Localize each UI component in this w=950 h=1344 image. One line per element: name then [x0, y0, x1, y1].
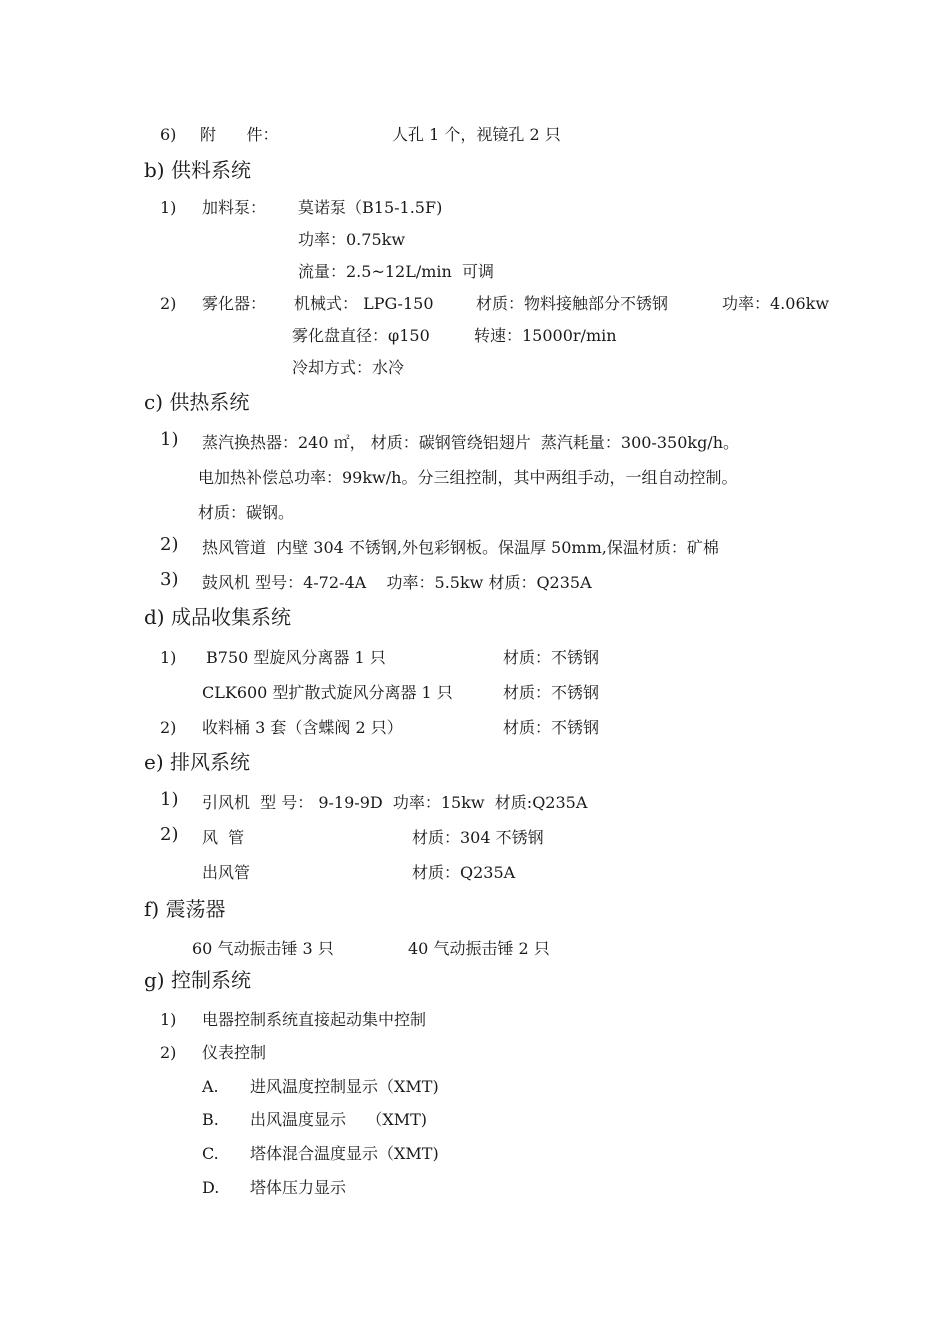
sub-letter: B. [202, 1110, 219, 1129]
electrical-control: 电器控制系统直接起动集中控制 [202, 1010, 427, 1029]
sub-letter: D. [202, 1178, 220, 1197]
item-number: 2) [160, 1043, 177, 1062]
section-heading: f) 震荡器 [144, 897, 226, 921]
bucket-material: 材质：不锈钢 [503, 718, 600, 737]
item-number: 2) [160, 294, 177, 313]
item-number: 1) [160, 1010, 177, 1029]
hammer-40: 40 气动振击锤 2 只 [408, 939, 550, 958]
item-number: 1) [160, 198, 177, 217]
heat-material: 材质：碳钢。 [198, 503, 295, 522]
pump-model: 莫诺泵（B15-1.5F) [298, 198, 443, 217]
sub-letter: C. [202, 1144, 219, 1163]
outlet-pipe-material: 材质：Q235A [412, 863, 516, 882]
cyclone-material: 材质：不锈钢 [503, 648, 600, 667]
sub-letter: A. [202, 1077, 219, 1096]
collection-bucket: 收料桶 3 套（含蝶阀 2 只） [202, 718, 403, 737]
pressure-display: 塔体压力显示 [250, 1178, 347, 1197]
atomizer-material: 材质：物料接触部分不锈钢 [476, 294, 669, 313]
cyclone-separator: B750 型旋风分离器 1 只 [206, 648, 386, 667]
pump-label: 加料泵： [202, 198, 267, 217]
atomizer-type: 机械式： LPG-150 [294, 294, 434, 313]
section-heading: e) 排风系统 [144, 750, 250, 774]
item-number: 1) [160, 648, 177, 667]
atomizer-label: 雾化器： [202, 294, 267, 313]
outlet-temp-display: 出风温度显示 （XMT) [250, 1110, 428, 1129]
atomizer-power: 功率：4.06kw [722, 294, 830, 313]
air-pipe: 风 管 [202, 828, 245, 847]
pump-power: 功率：0.75kw [298, 230, 406, 249]
section-heading: g) 控制系统 [144, 968, 251, 992]
section-heading: c) 供热系统 [144, 390, 250, 414]
air-pipe-material: 材质：304 不锈钢 [412, 828, 544, 847]
hammer-60: 60 气动振击锤 3 只 [192, 939, 334, 958]
hot-air-duct: 热风管道 内壁 304 不锈钢,外包彩钢板。保温厚 50mm,保温材质：矿棉 [202, 538, 719, 557]
inlet-temp-display: 进风温度控制显示（XMT) [250, 1077, 439, 1096]
diffusion-cyclone: CLK600 型扩散式旋风分离器 1 只 [202, 683, 453, 702]
diffusion-material: 材质：不锈钢 [503, 683, 600, 702]
item-number: 2) [160, 824, 179, 845]
induced-fan: 引风机 型 号： 9-19-9D 功率：15kw 材质:Q235A [202, 793, 588, 812]
attachment-value: 人孔 1 个，视镜孔 2 只 [392, 125, 561, 144]
instrument-control: 仪表控制 [202, 1043, 267, 1062]
item-number: 2) [160, 718, 177, 737]
mixed-temp-display: 塔体混合温度显示（XMT) [250, 1144, 439, 1163]
pump-flow: 流量：2.5~12L/min 可调 [298, 262, 494, 281]
atomizer-speed: 转速：15000r/min [474, 326, 617, 345]
atomizer-cooling: 冷却方式：水冷 [292, 358, 405, 377]
blower: 鼓风机 型号：4-72-4A 功率：5.5kw 材质：Q235A [202, 573, 592, 592]
item-number: 1) [160, 789, 179, 810]
attachment-label: 附 件： [200, 125, 279, 144]
item-number: 1) [160, 429, 179, 450]
heat-exchanger: 蒸汽换热器：240 ㎡， 材质：碳钢管绕铝翅片 蒸汽耗量：300-350kg/h。 [202, 433, 740, 452]
item-number: 6) [160, 125, 177, 144]
section-heading: b) 供料系统 [144, 158, 251, 182]
outlet-pipe: 出风管 [202, 863, 251, 882]
item-number: 2) [160, 534, 179, 555]
section-heading: d) 成品收集系统 [144, 605, 291, 629]
item-number: 3) [160, 569, 179, 590]
atomizer-disc: 雾化盘直径：φ150 [292, 326, 430, 345]
electric-heating: 电加热补偿总功率：99kw/h。分三组控制，其中两组手动，一组自动控制。 [198, 468, 738, 487]
